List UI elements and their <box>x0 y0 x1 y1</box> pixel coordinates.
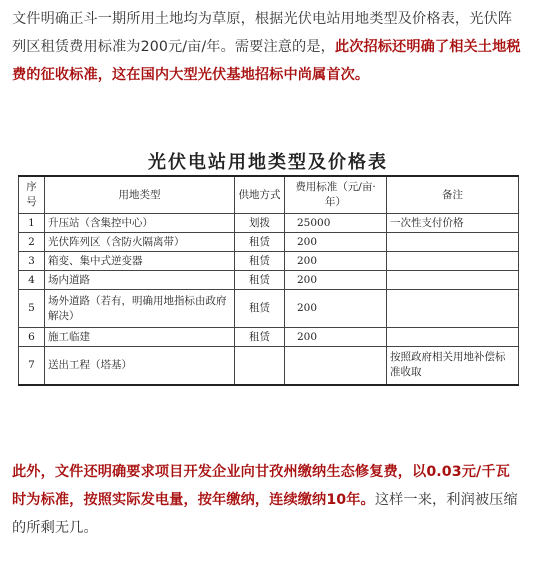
cell-type: 升压站（含集控中心） <box>45 214 235 233</box>
cell-fee <box>285 347 387 385</box>
cell-no: 6 <box>19 328 45 347</box>
conclusion-text: 这样一来，利润被压缩的所剩无几。 <box>12 492 518 536</box>
cell-no: 1 <box>19 214 45 233</box>
cell-note <box>387 290 519 328</box>
cell-type: 场内道路 <box>45 271 235 290</box>
cell-note: 一次性支付价格 <box>387 214 519 233</box>
cell-note: 按照政府相关用地补偿标准收取 <box>387 347 519 385</box>
cell-supply: 租赁 <box>235 328 285 347</box>
cell-no: 2 <box>19 233 45 252</box>
cell-fee: 200 <box>285 290 387 328</box>
cell-note <box>387 252 519 271</box>
table-row <box>19 214 519 233</box>
price-table-figure <box>18 148 518 398</box>
cell-fee: 200 <box>285 233 387 252</box>
cell-type: 送出工程（塔基） <box>45 347 235 385</box>
table-row <box>19 271 519 290</box>
cell-no: 5 <box>19 290 45 328</box>
header-type: 用地类型 <box>45 176 235 214</box>
cell-supply: 租赁 <box>235 233 285 252</box>
table-row <box>19 328 519 347</box>
conclusion-paragraph <box>12 458 523 542</box>
intro-paragraph <box>12 5 523 89</box>
cell-supply: 租赁 <box>235 252 285 271</box>
header-note: 备注 <box>387 176 519 214</box>
cell-no: 7 <box>19 347 45 385</box>
table-row <box>19 347 519 385</box>
cell-fee: 200 <box>285 271 387 290</box>
intro-text: 文件明确正斗一期所用土地均为草原，根据光伏电站用地类型及价格表，光伏阵列区租赁费用标准为200元/亩/年。需要注意的是， <box>12 11 513 55</box>
header-supply: 供地方式 <box>235 176 285 214</box>
cell-no: 4 <box>19 271 45 290</box>
cell-supply: 租赁 <box>235 290 285 328</box>
cell-supply: 划拨 <box>235 214 285 233</box>
cell-fee: 200 <box>285 252 387 271</box>
conclusion-highlight: 此外，文件还明确要求项目开发企业向甘孜州缴纳生态修复费，以0.03元/千瓦时为标准，按照实际发电量，按年缴纳，连续缴纳10年。 <box>12 464 510 508</box>
cell-supply: 租赁 <box>235 271 285 290</box>
table-row <box>19 252 519 271</box>
cell-note <box>387 271 519 290</box>
cell-fee: 200 <box>285 328 387 347</box>
cell-fee: 25000 <box>285 214 387 233</box>
cell-type: 光伏阵列区（含防火隔离带） <box>45 233 235 252</box>
header-no: 序号 <box>19 176 45 214</box>
table-row <box>19 233 519 252</box>
table-row <box>19 290 519 328</box>
cell-type: 箱变、集中式逆变器 <box>45 252 235 271</box>
cell-supply <box>235 347 285 385</box>
cell-type: 施工临建 <box>45 328 235 347</box>
land-price-table <box>18 175 519 386</box>
cell-note <box>387 233 519 252</box>
intro-highlight: 此次招标还明确了相关土地税费的征收标准，这在国内大型光伏基地招标中尚属首次。 <box>12 39 521 83</box>
table-title: 光伏电站用地类型及价格表 <box>148 152 388 173</box>
cell-type: 场外道路（若有，明确用地指标由政府解决） <box>45 290 235 328</box>
cell-no: 3 <box>19 252 45 271</box>
header-fee: 费用标准（元/亩·年） <box>285 176 387 214</box>
cell-note <box>387 328 519 347</box>
